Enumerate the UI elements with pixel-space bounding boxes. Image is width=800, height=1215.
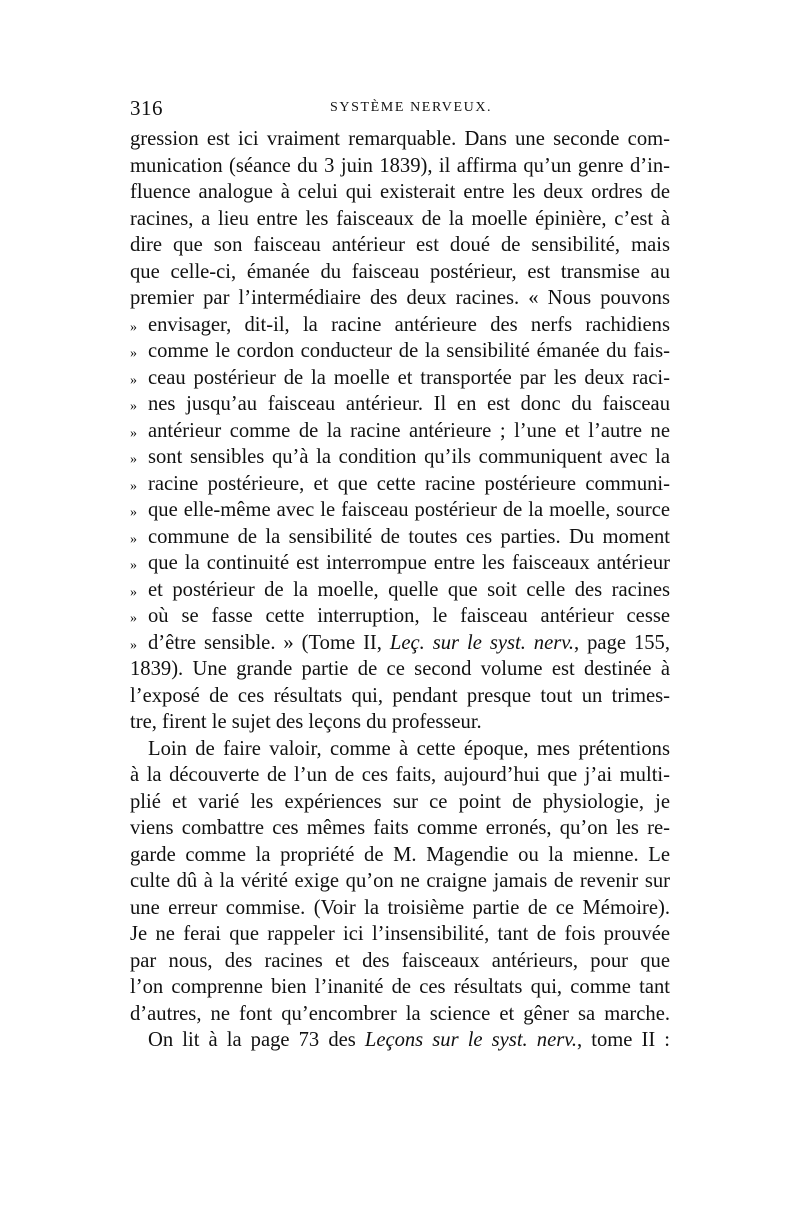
text-line: culte dû à la vérité exige qu’on ne craigne jamais de revenir sur — [130, 870, 670, 892]
text-line: fluence analogue à celui qui existerait entre les deux ordres de — [130, 181, 670, 203]
quote-text: et postérieur de la moelle, quelle que soit celle des racines — [148, 578, 670, 601]
quote-line — [130, 524, 670, 551]
quote-text: antérieur comme de la racine antérieure ; l’une et l’autre ne — [148, 419, 670, 442]
quote-text: envisager, dit-il, la racine antérieure des nerfs rachidiens — [148, 313, 670, 336]
quote-line — [130, 365, 670, 392]
quote-text: que la continuité est interrompue entre les faisceaux antérieur — [148, 552, 670, 574]
quote-mark: » — [130, 346, 137, 361]
text-fragment: On lit à la page 73 des — [148, 1029, 365, 1051]
text-line: l’exposé de ces résultats qui, pendant presque tout un trimes- — [130, 684, 670, 707]
quote-mark: » — [130, 611, 137, 626]
quote-mark: » — [130, 584, 137, 600]
quote-text: sont sensibles qu’à la condition qu’ils communiquent avec la — [148, 446, 670, 468]
quote-line — [130, 444, 670, 471]
text-line: dire que son faisceau antérieur est doué de sensibilité, mais — [130, 234, 670, 256]
citation-title: Leç. sur le syst. nerv. — [389, 631, 575, 654]
text-line: gression est ici vraiment remarquable. Dans une seconde com- — [130, 128, 670, 150]
text-line: à la découverte de l’un de ces faits, aujourd’hui que j’ai multi- — [130, 764, 670, 786]
quote-text: comme le cordon conducteur de la sensibilité émanée du fais- — [148, 340, 670, 362]
text-line: l’on comprenne bien l’inanité de ces résultats qui, comme tant — [130, 976, 670, 998]
text-fragment: , page 155, — [574, 631, 670, 654]
page-header — [130, 96, 670, 122]
quote-text: que elle-même avec le faisceau postérieur de la moelle, source — [148, 499, 670, 521]
quote-text: commune de la sensibilité de toutes ces parties. Du moment — [148, 525, 670, 548]
quote-mark: » — [130, 505, 137, 520]
quote-mark: » — [130, 637, 137, 653]
quote-mark: » — [130, 531, 137, 547]
quote-line — [130, 391, 670, 418]
quote-mark: » — [130, 452, 137, 467]
quote-mark: » — [130, 399, 137, 414]
text-line: garde comme la propriété de M. Magendie ou la mienne. Le — [130, 843, 670, 866]
quote-line — [130, 603, 670, 630]
text-line: 1839). Une grande partie de ce second volume est destinée à — [130, 658, 670, 680]
text-line: par nous, des racines et des faisceaux antérieurs, pour que — [130, 949, 670, 972]
text-line: munication (séance du 3 juin 1839), il affirma qu’un genre d’in- — [130, 154, 670, 177]
text-line: premier par l’intermédiaire des deux racines. « Nous pouvons — [130, 287, 670, 309]
page-number: 316 — [130, 96, 163, 120]
text-fragment: , tome II : — [576, 1029, 670, 1051]
text-line: que celle-ci, émanée du faisceau postérieur, est transmise au — [130, 260, 670, 283]
quote-line — [130, 338, 670, 365]
quote-text: où se fasse cette interruption, le faisceau antérieur cesse — [148, 605, 670, 627]
quote-text: racine postérieure, et que cette racine postérieure communi- — [148, 472, 670, 495]
running-head: SYSTÈME NERVEUX. — [330, 100, 493, 115]
text-line: tre, firent le sujet des leçons du professeur. — [130, 711, 482, 733]
quote-line — [130, 577, 670, 604]
paragraph-first-line: Loin de faire valoir, comme à cette époque, mes prétentions — [148, 737, 670, 760]
quote-mark: » — [130, 478, 137, 494]
quote-mark: » — [130, 558, 137, 573]
text-line: Je ne ferai que rappeler ici l’insensibilité, tant de fois prouvée — [130, 923, 670, 945]
body-text — [130, 126, 670, 1054]
quote-text — [148, 630, 670, 657]
paragraph-first-line — [130, 1027, 670, 1054]
quote-line — [130, 418, 670, 445]
quote-mark: » — [130, 372, 137, 388]
citation-title: Leçons sur le syst. nerv. — [364, 1029, 577, 1051]
quote-mark: » — [130, 319, 137, 335]
quote-mark: » — [130, 425, 137, 441]
quote-text: ceau postérieur de la moelle et transportée par les deux raci- — [148, 366, 670, 389]
text-line: une erreur commise. (Voir la troisième partie de ce Mémoire). — [130, 896, 670, 919]
text-line: racines, a lieu entre les faisceaux de la moelle épinière, c’est à — [130, 207, 670, 230]
quote-line — [130, 471, 670, 498]
quote-line — [130, 550, 670, 577]
text-line: viens combattre ces mêmes faits comme erronés, qu’on les re- — [130, 817, 670, 839]
quote-line — [130, 497, 670, 524]
text-fragment: d’être sensible. » (Tome II, — [148, 631, 390, 654]
text-line: d’autres, ne font qu’encombrer la science et gêner sa marche. — [130, 1002, 670, 1025]
quote-line — [130, 630, 670, 657]
quote-line — [130, 312, 670, 339]
text-line: plié et varié les expériences sur ce point de physiologie, je — [130, 790, 670, 813]
quote-text: nes jusqu’au faisceau antérieur. Il en est donc du faisceau — [148, 393, 670, 415]
